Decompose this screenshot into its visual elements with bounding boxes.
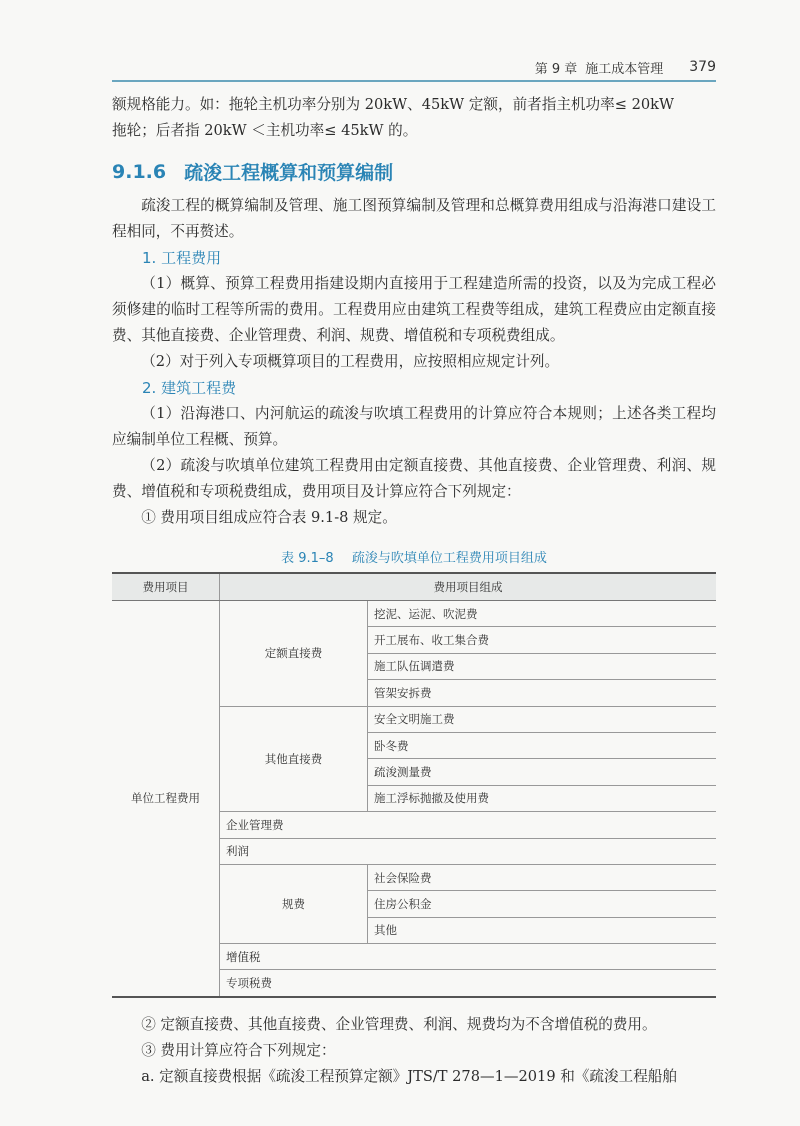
table-caption <box>112 547 716 566</box>
page-content <box>112 92 716 1090</box>
section-title: 疏浚工程概算和预算编制 <box>184 162 394 184</box>
paragraph: （2）对于列入专项概算项目的工程费用，应按照相应规定计列。 <box>141 353 560 370</box>
paragraph: ③ 费用计算应符合下列规定： <box>141 1041 336 1059</box>
group-cell-dejie: 定额直接费 <box>220 601 368 707</box>
group-cell-guifei: 规费 <box>220 864 368 943</box>
item-cell-zengzhi: 增值税 <box>220 944 717 970</box>
item-cell: 管架安拆费 <box>368 680 717 706</box>
item-cell: 住房公积金 <box>368 891 717 917</box>
item-cell: 安全文明施工费 <box>368 706 717 732</box>
paragraph: ① 费用项目组成应符合表 9.1-8 规定。 <box>141 509 397 526</box>
item-cell: 其他 <box>368 917 717 943</box>
item-cell-lirun: 利润 <box>220 838 717 864</box>
item-cell: 施工队伍调遣费 <box>368 653 717 679</box>
subheading-engineering-cost: 1. 工程费用 <box>142 249 222 267</box>
group-cell-qita: 其他直接费 <box>220 706 368 812</box>
item-cell: 疏浚测量费 <box>368 759 717 785</box>
paragraph: ② 定额直接费、其他直接费、企业管理费、利润、规费均为不含增值税的费用。 <box>141 1015 657 1033</box>
paragraph: a. 定额直接费根据《疏浚工程预算定额》JTS/T 278—1—2019 和《疏浚工程船舶 <box>141 1067 677 1085</box>
item-cell: 挖泥、运泥、吹泥费 <box>368 601 717 627</box>
section-number: 9.1.6 <box>112 160 167 183</box>
item-cell: 开工展布、收工集合费 <box>368 627 717 653</box>
header-rule <box>112 80 716 82</box>
header-cell-composition: 费用项目组成 <box>220 573 717 601</box>
paragraph: （1）沿海港口、内河航运的疏浚与吹填工程费用的计算应符合本规则；上述各类工程均应编制单位工程概、预算。 <box>112 405 716 448</box>
paragraph: （1）概算、预算工程费用指建设期内直接用于工程建造所需的投资，以及为完成工程必须修建的临时工程等所需的费用。工程费用应由建筑工程费等组成，建筑工程费应由定额直接费、其他直接费、企业管理费、利润、规费、增值税和专项税费组成。 <box>112 275 716 344</box>
paragraph: （2）疏浚与吹填单位建筑工程费用由定额直接费、其他直接费、企业管理费、利润、规费、增值税和专项税费组成，费用项目及计算应符合下列规定： <box>112 457 716 500</box>
section-heading <box>112 158 716 185</box>
root-cell: 单位工程费用 <box>112 601 220 997</box>
intro-line-1: 额规格能力。如：拖轮主机功率分别为 20kW、45kW 定额，前者指主机功率≤ 20kW <box>112 96 675 113</box>
table-title: 疏浚与吹填单位工程费用项目组成 <box>351 551 547 566</box>
chapter-label: 第 9 章 <box>534 61 578 77</box>
table-number: 表 9.1–8 <box>281 551 334 566</box>
item-cell: 施工浮标抛撤及使用费 <box>368 785 717 811</box>
page-number: 379 <box>689 59 716 75</box>
intro-line-2: 拖轮；后者指 20kW ＜主机功率≤ 45kW 的。 <box>112 122 418 139</box>
header-cell-item: 费用项目 <box>112 573 220 601</box>
chapter-title: 施工成本管理 <box>585 61 664 77</box>
table-row <box>112 601 716 627</box>
cost-composition-table <box>112 572 716 998</box>
section-intro: 疏浚工程的概算编制及管理、施工图预算编制及管理和总概算费用组成与沿海港口建设工程相同，不再赘述。 <box>112 197 716 240</box>
item-cell-zhuanxiang: 专项税费 <box>220 970 717 997</box>
item-cell: 社会保险费 <box>368 864 717 890</box>
after-table-text <box>112 1012 716 1090</box>
item-cell: 卧冬费 <box>368 732 717 758</box>
running-header <box>112 52 716 82</box>
item-cell-qiye: 企业管理费 <box>220 812 717 838</box>
subheading-construction-cost: 2. 建筑工程费 <box>142 379 237 397</box>
table-header-row <box>112 573 716 601</box>
